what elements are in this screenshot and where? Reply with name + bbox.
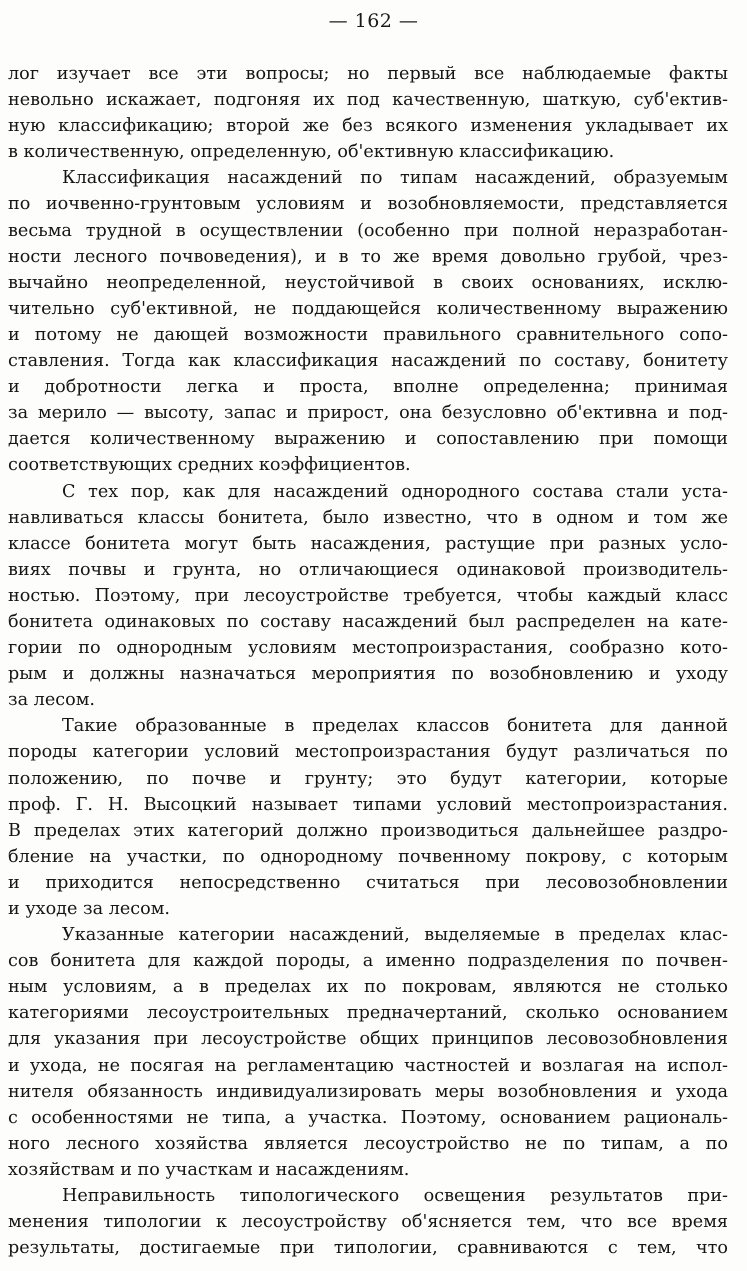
text-line: дается количественному выражению и сопоставлению при помощи [8, 429, 728, 450]
text-line: менения типологии к лесоустройству об'ясняется тем, что все время [8, 1212, 728, 1233]
text-line: рым и должны назначаться мероприятия по возобновлению и уходу [8, 664, 728, 685]
text-line: соответствующих средних коэффициентов. [8, 455, 411, 476]
text-line: классе бонитета могут быть насаждения, растущие при разных усло- [8, 533, 728, 554]
text-line: хозяйствам и по участкам и насаждениям. [8, 1159, 410, 1180]
text-line: В пределах этих категорий должно производиться дальнейшее раздро- [8, 820, 728, 841]
text-line: положению, по почве и грунту; это будут категории, которые [8, 768, 728, 789]
text-line: за лесом. [8, 690, 95, 711]
text-line: ставления. Тогда как классификация насаждений по составу, бонитету [8, 351, 728, 372]
text-line: ности лесного почвоведения), и в то же время довольно грубой, чрез- [8, 246, 728, 267]
text-line: чительно суб'ективной, не поддающейся количественному выражению [8, 298, 728, 319]
text-line: Неправильность типологического освещения результатов при- [62, 1186, 728, 1207]
text-line: в количественную, определенную, об'ективную классификацию. [8, 142, 615, 163]
text-line: Указанные категории насаждений, выделяемые в пределах клас- [62, 925, 728, 946]
text-line: невольно искажает, подгоняя их под качественную, шаткую, суб'ектив- [8, 90, 728, 111]
text-line: вычайно неопределенной, неустойчивой в своих основаниях, исклю- [8, 272, 728, 293]
text-line: навливаться классы бонитета, было известно, что в одном и том же [8, 507, 728, 528]
body-text [8, 61, 728, 1261]
text-line: бонитета одинаковых по составу насаждений был распределен на кате- [8, 611, 728, 632]
text-line: за мерило — высоту, запас и прирост, она безусловно об'ективна и под- [8, 403, 728, 424]
text-line: Такие образованные в пределах классов бонитета для данной [62, 716, 728, 737]
text-line: для указания при лесоустройстве общих принципов лесовозобновления [8, 1029, 728, 1050]
text-line: лог изучает все эти вопросы; но первый все наблюдаемые факты [8, 64, 728, 84]
text-line: и приходится непосредственно считаться при лесовозобновлении [8, 872, 728, 893]
text-line: и потому не дающей возможности правильного сравнительного сопо- [8, 324, 728, 345]
text-line: и уходе за лесом. [8, 899, 171, 919]
text-line: гории по однородным условиям местопроизрастания, сообразно кото- [8, 638, 728, 659]
text-line: виях почвы и грунта, но отличающиеся одинаковой производитель- [8, 559, 728, 580]
text-line: Классификация насаждений по типам насаждений, образуемым [62, 168, 728, 189]
text-line: ного лесного хозяйства является лесоустройство не по типам, а по [8, 1133, 728, 1154]
text-line: сов бонитета для каждой породы, а именно подразделения по почвен- [8, 951, 728, 972]
text-line: и добротности легка и проста, вполне определенна; принимая [8, 377, 728, 398]
text-line: С тех пор, как для насаждений однородного состава стали уста- [62, 481, 728, 502]
text-line: с особенностями не типа, а участка. Поэтому, основанием рациональ- [8, 1107, 728, 1128]
text-line: весьма трудной в осуществлении (особенно при полной неразработан- [8, 220, 728, 241]
text-line: по иочвенно-грунтовым условиям и возобновляемости, представляется [8, 194, 728, 215]
text-line: результаты, достигаемые при типологии, сравниваются с тем, что [8, 1238, 728, 1259]
text-line: породы категории условий местопроизрастания будут различаться по [8, 742, 728, 763]
text-line: и ухода, не посягая на регламентацию частностей и возлагая на испол- [8, 1055, 728, 1076]
page-number: — 162 — [328, 10, 419, 32]
text-line: ную классификацию; второй же без всякого изменения укладывает их [8, 116, 728, 137]
text-line: нителя обязанность индивидуализировать меры возобновления и ухода [8, 1081, 728, 1102]
text-line: категориями лесоустроительных предначертаний, сколько основанием [8, 1003, 728, 1024]
text-line: ным условиям, а в пределах их по покровам, являются не столько [8, 977, 728, 998]
text-line: проф. Г. Н. Высоцкий называет типами условий местопроизрастания. [8, 794, 728, 815]
text-line: ностью. Поэтому, при лесоустройстве требуется, чтобы каждый класс [8, 585, 728, 606]
text-line: бление на участки, по однородному почвенному покрову, с которым [8, 846, 728, 867]
